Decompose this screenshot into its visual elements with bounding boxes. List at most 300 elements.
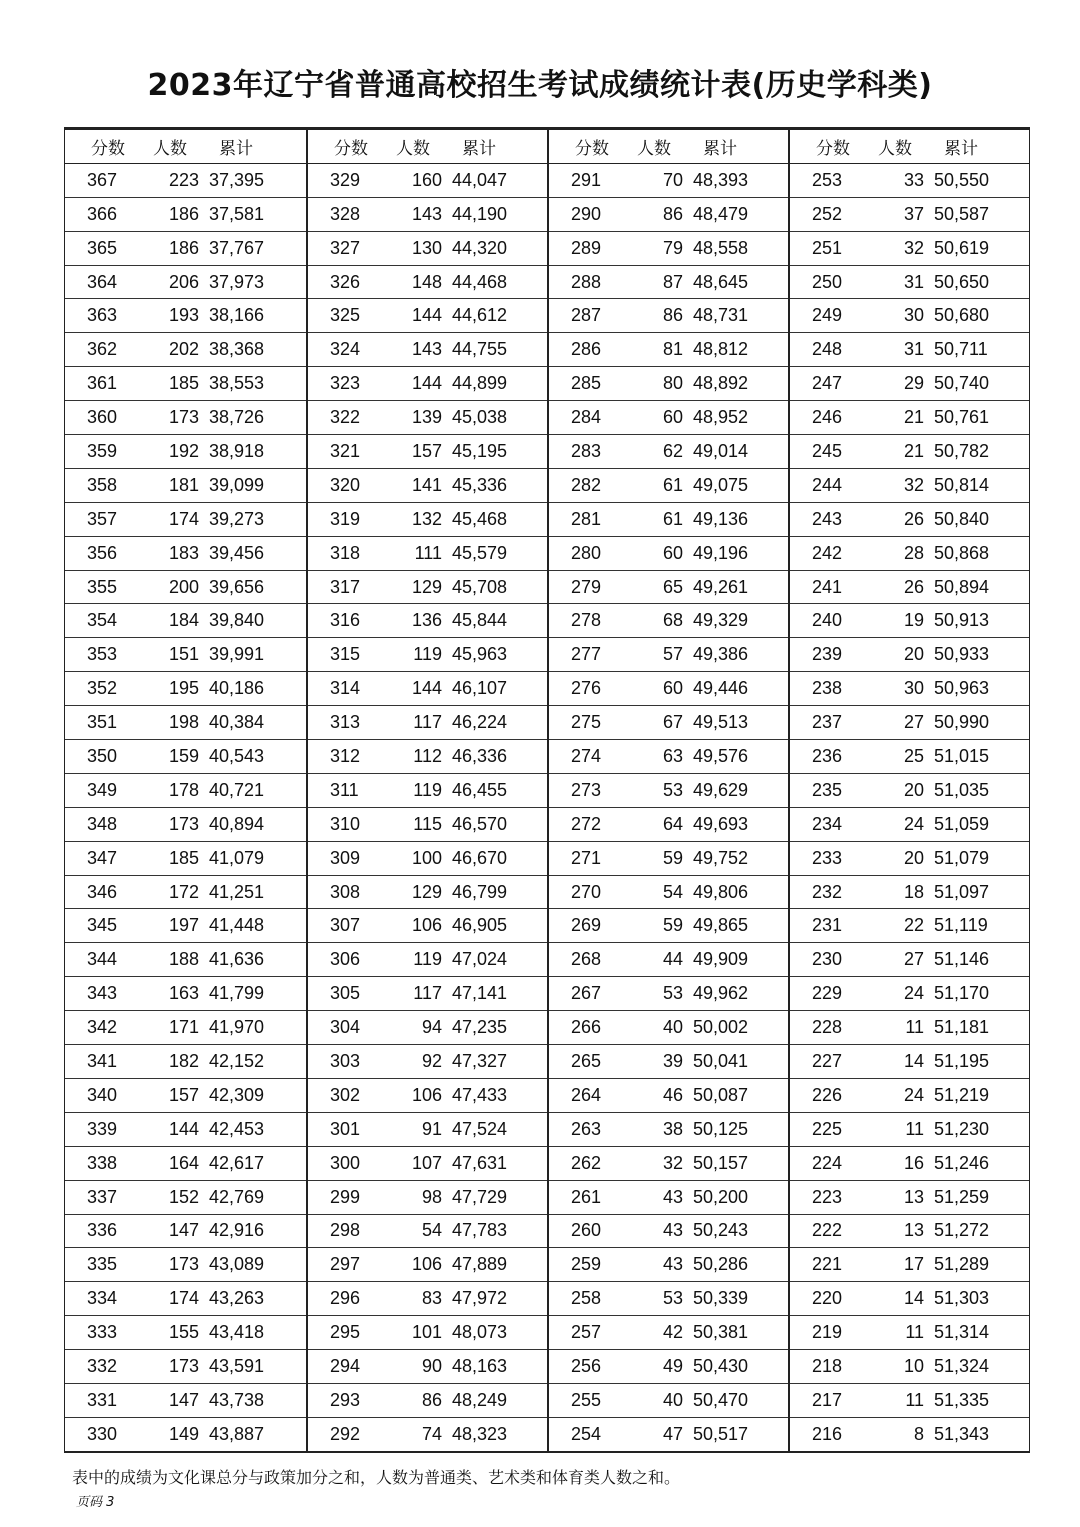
cell-count: 143 [411,339,442,360]
cell-score: 220 [812,1288,843,1309]
table-row [65,232,306,266]
page-number: 页码 3 [76,1495,115,1510]
table-row [65,367,306,401]
cell-score: 257 [571,1322,602,1343]
cell-count: 83 [421,1288,442,1309]
cell-count: 86 [662,203,683,224]
table-row [308,1079,547,1113]
header-count: 人数 [153,138,187,159]
cell-count: 11 [905,1389,924,1410]
cell-score: 241 [812,576,843,597]
cell-count: 144 [168,1118,199,1139]
table-row [308,740,547,774]
cell-cumulative: 48,558 [693,237,749,258]
table-row [308,1011,547,1045]
cell-cumulative: 41,636 [209,949,265,970]
table-row [308,537,547,571]
cell-count: 106 [411,915,442,936]
cell-score: 266 [571,1017,602,1038]
cell-count: 24 [903,983,924,1004]
cell-cumulative: 37,767 [209,237,265,258]
table-row [308,266,547,300]
cell-score: 340 [87,1084,118,1105]
header-cumulative: 累计 [462,138,496,159]
cell-cumulative: 50,381 [693,1322,749,1343]
cell-score: 311 [330,779,359,800]
table-row [790,1248,1029,1282]
table-row [308,1147,547,1181]
cell-count: 100 [411,847,442,868]
cell-count: 141 [411,474,442,495]
cell-score: 358 [87,474,118,495]
cell-count: 14 [903,1288,924,1309]
table-row [549,774,788,808]
table-row [65,1113,306,1147]
header-count: 人数 [637,138,671,159]
cell-score: 238 [812,678,843,699]
cell-count: 24 [903,813,924,834]
cell-cumulative: 43,263 [209,1288,265,1309]
cell-score: 331 [87,1389,118,1410]
cell-score: 333 [87,1322,118,1343]
cell-score: 356 [87,542,118,563]
cell-count: 68 [662,610,683,631]
table-row [790,198,1029,232]
cell-score: 320 [330,474,361,495]
table-row [65,469,306,503]
cell-count: 40 [662,1017,683,1038]
cell-count: 186 [168,203,199,224]
cell-score: 235 [812,779,843,800]
cell-score: 217 [812,1389,843,1410]
table-row [308,232,547,266]
cell-score: 281 [571,508,602,529]
cell-count: 67 [662,712,683,733]
cell-score: 239 [812,644,843,665]
cell-cumulative: 44,190 [452,203,508,224]
cell-score: 313 [330,712,361,733]
cell-cumulative: 51,259 [934,1186,990,1207]
cell-count: 81 [662,339,683,360]
cell-count: 62 [662,440,683,461]
table-row [549,1079,788,1113]
cell-score: 229 [812,983,843,1004]
cell-score: 347 [87,847,118,868]
table-row [549,1248,788,1282]
cell-count: 185 [168,847,199,868]
cell-cumulative: 47,024 [452,949,508,970]
cell-count: 10 [903,1356,924,1376]
cell-score: 318 [330,542,361,563]
table-row [790,604,1029,638]
table-row [308,198,547,232]
table-row [790,706,1029,740]
cell-cumulative: 50,680 [934,305,990,326]
cell-count: 94 [421,1017,442,1038]
cell-cumulative: 42,617 [209,1152,265,1173]
cell-count: 14 [903,1050,924,1071]
cell-count: 28 [903,542,924,563]
cell-cumulative: 51,015 [934,745,990,766]
cell-cumulative: 50,840 [934,508,990,529]
cell-cumulative: 49,329 [693,610,749,631]
table-row [549,1181,788,1215]
table-row [65,1147,306,1181]
cell-score: 361 [87,373,118,394]
cell-count: 13 [903,1186,924,1207]
cell-count: 17 [903,1254,924,1275]
table-row [790,333,1029,367]
cell-score: 282 [571,474,602,495]
cell-score: 357 [87,508,118,529]
cell-score: 306 [330,949,361,970]
column-group-1 [65,130,306,1451]
table-row [65,706,306,740]
cell-count: 173 [168,1254,199,1275]
table-row [65,977,306,1011]
cell-score: 332 [87,1356,118,1376]
cell-count: 11 [905,1017,924,1038]
cell-score: 248 [812,339,843,360]
cell-score: 291 [571,169,602,190]
cell-score: 268 [571,949,602,970]
cell-cumulative: 43,738 [209,1389,265,1410]
table-row [65,1384,306,1418]
cell-cumulative: 46,455 [452,779,508,800]
table-row [308,367,547,401]
table-row [790,435,1029,469]
cell-score: 216 [812,1423,843,1444]
cell-count: 197 [168,915,199,936]
cell-cumulative: 51,195 [934,1050,990,1071]
cell-score: 294 [330,1356,361,1376]
cell-count: 119 [413,644,442,665]
cell-count: 163 [168,983,199,1004]
cell-count: 32 [903,237,924,258]
cell-score: 345 [87,915,118,936]
cell-count: 63 [662,745,683,766]
table-row [65,909,306,943]
cell-score: 334 [87,1288,118,1309]
cell-score: 327 [330,237,361,258]
table-row [549,435,788,469]
cell-cumulative: 40,543 [209,745,265,766]
cell-cumulative: 38,553 [209,373,265,394]
cell-count: 60 [662,407,683,428]
cell-score: 258 [571,1288,602,1309]
cell-cumulative: 47,631 [452,1152,508,1173]
table-row [65,638,306,672]
table-row [549,876,788,910]
table-header [790,130,1029,164]
table-row [65,672,306,706]
cell-count: 40 [662,1389,683,1410]
cell-cumulative: 49,261 [693,576,749,597]
cell-count: 47 [662,1423,683,1444]
table-row [65,604,306,638]
table-row [790,1045,1029,1079]
header-count: 人数 [878,138,912,159]
table-row [790,1350,1029,1384]
cell-count: 106 [411,1084,442,1105]
cell-score: 279 [571,576,602,597]
cell-score: 325 [330,305,361,326]
cell-score: 287 [571,305,602,326]
cell-cumulative: 40,384 [209,712,265,733]
cell-cumulative: 42,769 [209,1186,265,1207]
cell-score: 234 [812,813,843,834]
table-row [65,808,306,842]
cell-count: 16 [903,1152,924,1173]
table-row [790,299,1029,333]
table-row [308,1316,547,1350]
cell-cumulative: 50,711 [934,339,988,360]
cell-cumulative: 50,894 [934,576,990,597]
cell-score: 337 [87,1186,118,1207]
cell-count: 33 [903,169,924,190]
cell-cumulative: 46,905 [452,915,508,936]
cell-count: 80 [662,373,683,394]
cell-count: 148 [411,271,442,292]
table-row [65,537,306,571]
cell-score: 231 [812,915,843,936]
cell-count: 164 [168,1152,199,1173]
cell-cumulative: 47,433 [452,1084,508,1105]
cell-score: 246 [812,407,843,428]
cell-count: 117 [413,712,442,733]
table-row [790,571,1029,605]
header-count: 人数 [396,138,430,159]
score-table [64,127,1030,1453]
table-row [790,672,1029,706]
page-title: 2023年辽宁省普通高校招生考试成绩统计表(历史学科类) [147,68,933,104]
header-score: 分数 [334,138,368,159]
table-row [308,1215,547,1249]
cell-cumulative: 37,581 [209,203,265,224]
cell-count: 22 [903,915,924,936]
cell-score: 303 [330,1050,361,1071]
cell-count: 46 [662,1084,683,1105]
table-row [308,1418,547,1451]
cell-cumulative: 49,806 [693,881,749,902]
table-row [65,1215,306,1249]
header-cumulative: 累计 [703,138,737,159]
cell-score: 351 [87,712,118,733]
cell-count: 188 [168,949,199,970]
cell-score: 278 [571,610,602,631]
cell-count: 31 [903,339,924,360]
cell-count: 111 [414,542,442,563]
cell-score: 310 [330,813,361,834]
cell-cumulative: 50,761 [934,407,990,428]
cell-score: 350 [87,745,118,766]
cell-count: 11 [905,1322,924,1343]
table-row [65,299,306,333]
cell-score: 274 [571,745,602,766]
cell-cumulative: 48,479 [693,203,749,224]
table-row [549,333,788,367]
cell-cumulative: 48,249 [452,1389,508,1410]
cell-cumulative: 49,865 [693,915,749,936]
cell-count: 112 [413,745,442,766]
cell-count: 200 [168,576,199,597]
cell-score: 228 [812,1017,843,1038]
cell-count: 92 [421,1050,442,1071]
footnote: 表中的成绩为文化课总分与政策加分之和，人数为普通类、艺术类和体育类人数之和。 [72,1468,681,1487]
table-row [790,977,1029,1011]
table-row [65,774,306,808]
table-row [790,469,1029,503]
table-row [308,435,547,469]
table-row [65,876,306,910]
cell-cumulative: 50,963 [934,678,990,699]
table-row [65,571,306,605]
cell-count: 19 [903,610,924,631]
cell-score: 261 [571,1186,602,1207]
cell-cumulative: 49,196 [693,542,749,563]
table-row [790,774,1029,808]
cell-cumulative: 49,629 [693,779,749,800]
cell-count: 57 [662,644,683,665]
table-row [308,1181,547,1215]
cell-cumulative: 49,962 [693,983,749,1004]
cell-cumulative: 41,251 [209,881,265,902]
cell-cumulative: 49,075 [693,474,749,495]
cell-score: 263 [571,1118,602,1139]
cell-cumulative: 50,933 [934,644,990,665]
table-row [308,164,547,198]
cell-count: 157 [168,1084,199,1105]
cell-count: 65 [662,576,683,597]
table-row [308,706,547,740]
cell-count: 160 [411,169,442,190]
cell-cumulative: 51,272 [934,1220,990,1241]
table-row [549,367,788,401]
cell-cumulative: 51,079 [934,847,990,868]
cell-score: 346 [87,881,118,902]
table-row [549,1215,788,1249]
table-row [790,1079,1029,1113]
table-row [65,1079,306,1113]
cell-count: 21 [903,407,924,428]
cell-count: 8 [913,1423,924,1444]
cell-count: 144 [411,678,442,699]
cell-score: 218 [812,1356,843,1376]
cell-score: 249 [812,305,843,326]
cell-cumulative: 47,327 [452,1050,508,1071]
cell-cumulative: 50,740 [934,373,990,394]
cell-count: 60 [662,542,683,563]
cell-cumulative: 42,152 [209,1050,265,1071]
cell-cumulative: 45,336 [452,474,508,495]
cell-count: 42 [662,1322,683,1343]
table-row [549,537,788,571]
column-group-2 [306,130,547,1451]
cell-score: 247 [812,373,843,394]
cell-cumulative: 51,335 [934,1389,990,1410]
cell-score: 353 [87,644,118,665]
cell-cumulative: 45,038 [452,407,508,428]
cell-cumulative: 50,913 [934,610,990,631]
table-row [308,1045,547,1079]
cell-score: 328 [330,203,361,224]
table-row [549,1316,788,1350]
cell-cumulative: 48,323 [452,1423,508,1444]
table-row [790,1215,1029,1249]
table-row [790,1113,1029,1147]
cell-cumulative: 51,246 [934,1152,990,1173]
table-row [65,1350,306,1384]
table-row [308,401,547,435]
cell-count: 185 [168,373,199,394]
cell-score: 312 [330,745,361,766]
cell-count: 119 [413,949,442,970]
table-row [308,469,547,503]
cell-cumulative: 49,693 [693,813,749,834]
table-row [549,1384,788,1418]
cell-cumulative: 48,393 [693,169,749,190]
cell-score: 300 [330,1152,361,1173]
table-row [65,1282,306,1316]
cell-score: 226 [812,1084,843,1105]
cell-cumulative: 49,576 [693,745,749,766]
cell-cumulative: 49,513 [693,712,749,733]
cell-cumulative: 46,570 [452,813,508,834]
cell-count: 132 [411,508,442,529]
cell-score: 233 [812,847,843,868]
cell-score: 267 [571,983,602,1004]
cell-score: 292 [330,1423,361,1444]
column-group-3 [547,130,788,1451]
cell-score: 272 [571,813,602,834]
cell-cumulative: 41,079 [209,847,265,868]
table-row [65,164,306,198]
cell-count: 53 [662,1288,683,1309]
cell-cumulative: 49,446 [693,678,749,699]
cell-cumulative: 39,273 [209,508,265,529]
cell-score: 335 [87,1254,118,1275]
cell-score: 304 [330,1017,361,1038]
cell-cumulative: 44,320 [452,237,508,258]
cell-cumulative: 44,755 [452,339,508,360]
table-row [790,842,1029,876]
cell-score: 366 [87,203,118,224]
table-row [308,1384,547,1418]
cell-score: 236 [812,745,843,766]
cell-count: 136 [411,610,442,631]
cell-cumulative: 41,799 [209,983,265,1004]
cell-score: 290 [571,203,602,224]
cell-cumulative: 39,099 [209,474,265,495]
cell-count: 20 [903,847,924,868]
cell-count: 149 [168,1423,199,1444]
cell-count: 184 [168,610,199,631]
cell-count: 182 [168,1050,199,1071]
cell-count: 106 [411,1254,442,1275]
cell-count: 178 [168,779,199,800]
cell-cumulative: 38,368 [209,339,265,360]
table-row [65,1316,306,1350]
cell-count: 59 [662,847,683,868]
cell-cumulative: 38,166 [209,305,265,326]
cell-count: 91 [421,1118,442,1139]
cell-cumulative: 51,324 [934,1356,990,1376]
cell-cumulative: 43,887 [209,1423,265,1444]
table-row [549,1045,788,1079]
cell-score: 225 [812,1118,843,1139]
cell-score: 302 [330,1084,361,1105]
table-row [790,638,1029,672]
